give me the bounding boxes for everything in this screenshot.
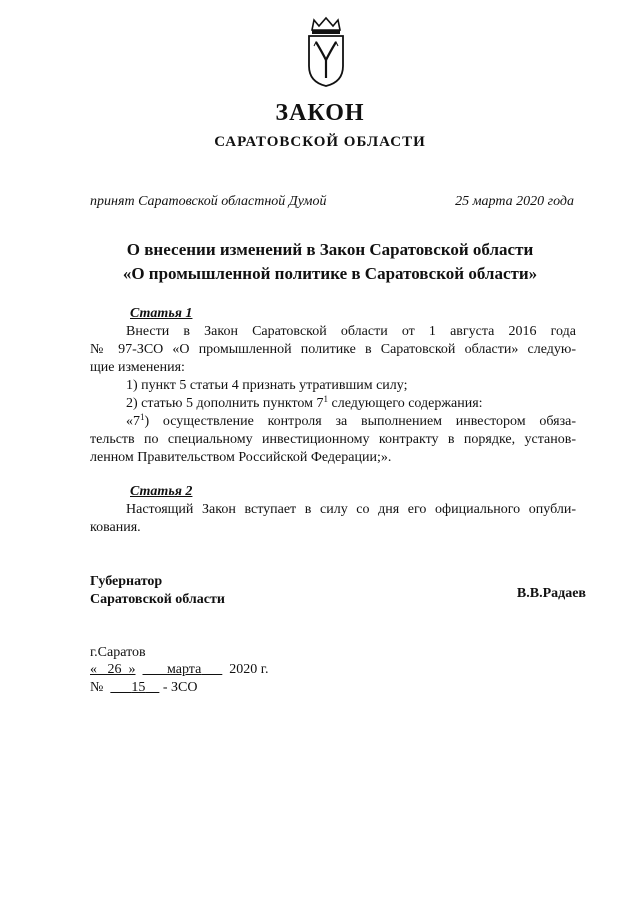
signatory-position: Губернатор Саратовской области [90,574,225,607]
law-title [0,238,640,286]
article-1-quote-line-3: ленном Правительством Российской Федерации;». [90,450,392,465]
article-2-line-2: кования. [90,520,141,535]
article-1-intro-line-2: № 97-ЗСО «О промышленной политике в Саратовской области» следую- [90,342,576,357]
article-2-line-1: Настоящий Закон вступает в силу со дня его официального опубли- [126,502,576,517]
adopted-date: 25 марта 2020 года [455,194,574,209]
article-1-quote-line-1: «$7^1$) осуществление контроля за выполнением инвестором обяза- [126,412,576,429]
article-1-intro-line-1: Внести в Закон Саратовской области от 1 августа 2016 года [126,324,576,339]
footer-city: г.Саратов [90,645,146,660]
law-title-line-2: «О промышленной политике в Саратовской области» [122,264,538,283]
saratov-coat-of-arms-icon [304,16,348,88]
article-1-item-1: 1) пункт 5 статьи 4 признать утратившим силу; [126,378,408,393]
article-1-quote-line-2: тельств по специальному инвестиционному контракту в порядке, установ- [90,432,576,447]
article-1-intro-line-3: щие изменения: [90,360,185,375]
signatory-name: В.В.Радаев [516,586,586,601]
article-1-heading: Статья 1 [130,306,193,321]
article-1-item-2: 2) статью 5 дополнить пунктом $7^1$ следующего содержания: [126,394,483,411]
footer-number: № 15 - ЗСО [90,680,198,695]
adopted-by: принят Саратовской областной Думой [90,194,327,209]
footer-date: « 26 » марта 2020 г. [90,662,269,677]
document-subtitle: САРАТОВСКОЙ ОБЛАСТИ [214,134,426,150]
law-title-line-1: О внесении изменений в Закон Саратовской области [126,240,534,259]
article-2-heading: Статья 2 [130,484,193,499]
document-title: ЗАКОН [275,100,365,126]
